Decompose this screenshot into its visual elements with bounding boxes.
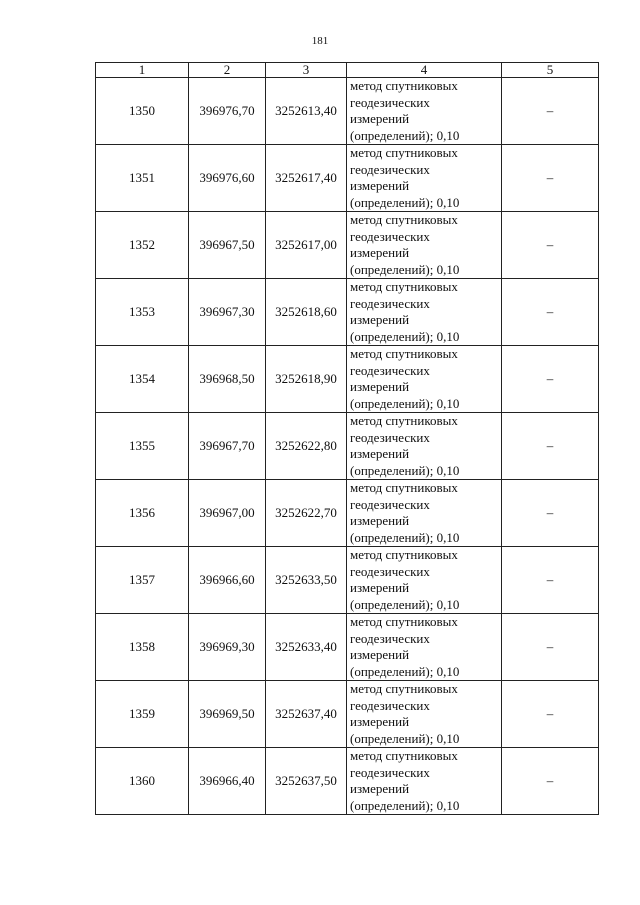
x-coordinate-cell <box>189 480 266 547</box>
x-coordinate-cell-text: 396976,70 <box>199 103 255 118</box>
column-header-1: 1 <box>96 63 189 78</box>
y-coordinate-cell <box>266 346 347 413</box>
point-number-cell-text: 1359 <box>129 706 155 721</box>
column-header-4: 4 <box>347 63 502 78</box>
note-cell-text: – <box>546 505 554 520</box>
note-cell-text: – <box>546 438 554 453</box>
point-number-cell <box>96 547 189 614</box>
y-coordinate-cell <box>266 547 347 614</box>
table-row <box>96 279 599 346</box>
point-number-cell-text: 1351 <box>129 170 155 185</box>
y-coordinate-cell <box>266 614 347 681</box>
method-cell-text: метод спутниковых геодезических измерений (определений); 0,10 <box>350 413 460 478</box>
point-number-cell <box>96 346 189 413</box>
y-coordinate-cell <box>266 681 347 748</box>
y-coordinate-cell-text: 3252618,60 <box>275 304 337 319</box>
y-coordinate-cell-text: 3252613,40 <box>275 103 337 118</box>
note-cell <box>502 78 599 145</box>
note-cell-text: – <box>546 170 554 185</box>
point-number-cell <box>96 212 189 279</box>
page-number: 181 <box>311 35 329 47</box>
method-cell <box>347 480 502 547</box>
point-number-cell-text: 1357 <box>129 572 155 587</box>
method-cell-text: метод спутниковых геодезических измерений (определений); 0,10 <box>350 346 460 411</box>
method-cell <box>347 212 502 279</box>
table-row <box>96 78 599 145</box>
table-body <box>96 78 599 815</box>
x-coordinate-cell-text: 396976,60 <box>199 170 255 185</box>
y-coordinate-cell-text: 3252637,50 <box>275 773 337 788</box>
y-coordinate-cell <box>266 78 347 145</box>
y-coordinate-cell-text: 3252637,40 <box>275 706 337 721</box>
x-coordinate-cell <box>189 681 266 748</box>
point-number-cell <box>96 413 189 480</box>
y-coordinate-cell-text: 3252633,50 <box>275 572 337 587</box>
method-cell-text: метод спутниковых геодезических измерений (определений); 0,10 <box>350 480 460 545</box>
point-number-cell <box>96 681 189 748</box>
x-coordinate-cell-text: 396967,50 <box>199 237 255 252</box>
point-number-cell-text: 1352 <box>129 237 155 252</box>
note-cell-text: – <box>546 773 554 788</box>
note-cell <box>502 614 599 681</box>
method-cell-text: метод спутниковых геодезических измерений (определений); 0,10 <box>350 279 460 344</box>
table-row <box>96 212 599 279</box>
method-cell-text: метод спутниковых геодезических измерений (определений); 0,10 <box>350 547 460 612</box>
y-coordinate-cell <box>266 212 347 279</box>
y-coordinate-cell <box>266 145 347 212</box>
method-cell <box>347 78 502 145</box>
note-cell-text: – <box>546 304 554 319</box>
point-number-cell-text: 1353 <box>129 304 155 319</box>
x-coordinate-cell <box>189 614 266 681</box>
note-cell <box>502 346 599 413</box>
table-row <box>96 346 599 413</box>
table-row <box>96 748 599 815</box>
x-coordinate-cell-text: 396967,30 <box>199 304 255 319</box>
point-number-cell-text: 1358 <box>129 639 155 654</box>
table-row <box>96 480 599 547</box>
method-cell <box>347 279 502 346</box>
table-row <box>96 681 599 748</box>
x-coordinate-cell-text: 396966,60 <box>199 572 255 587</box>
method-cell-text: метод спутниковых геодезических измерений (определений); 0,10 <box>350 614 460 679</box>
note-cell-text: – <box>546 371 554 386</box>
point-number-cell-text: 1355 <box>129 438 155 453</box>
note-cell <box>502 413 599 480</box>
note-cell <box>502 279 599 346</box>
table-row <box>96 413 599 480</box>
y-coordinate-cell <box>266 748 347 815</box>
x-coordinate-cell <box>189 279 266 346</box>
method-cell <box>347 346 502 413</box>
y-coordinate-cell <box>266 413 347 480</box>
note-cell <box>502 480 599 547</box>
x-coordinate-cell <box>189 413 266 480</box>
method-cell <box>347 413 502 480</box>
note-cell <box>502 212 599 279</box>
point-number-cell <box>96 480 189 547</box>
point-number-cell <box>96 279 189 346</box>
method-cell <box>347 681 502 748</box>
note-cell-text: – <box>546 706 554 721</box>
table-row <box>96 145 599 212</box>
method-cell-text: метод спутниковых геодезических измерений (определений); 0,10 <box>350 78 460 143</box>
note-cell-text: – <box>546 103 554 118</box>
note-cell-text: – <box>546 639 554 654</box>
x-coordinate-cell-text: 396969,30 <box>199 639 255 654</box>
method-cell-text: метод спутниковых геодезических измерений (определений); 0,10 <box>350 748 460 813</box>
column-header-5: 5 <box>502 63 599 78</box>
column-header-2: 2 <box>189 63 266 78</box>
x-coordinate-cell-text: 396967,70 <box>199 438 255 453</box>
method-cell <box>347 145 502 212</box>
method-cell <box>347 614 502 681</box>
point-number-cell-text: 1350 <box>129 103 155 118</box>
y-coordinate-cell-text: 3252633,40 <box>275 639 337 654</box>
x-coordinate-cell-text: 396969,50 <box>199 706 255 721</box>
x-coordinate-cell <box>189 145 266 212</box>
point-number-cell <box>96 614 189 681</box>
y-coordinate-cell <box>266 480 347 547</box>
x-coordinate-cell <box>189 78 266 145</box>
point-number-cell-text: 1360 <box>129 773 155 788</box>
table-row <box>96 614 599 681</box>
x-coordinate-cell <box>189 346 266 413</box>
note-cell <box>502 145 599 212</box>
y-coordinate-cell <box>266 279 347 346</box>
point-number-cell <box>96 145 189 212</box>
point-number-cell-text: 1354 <box>129 371 155 386</box>
coordinates-table <box>95 62 599 815</box>
y-coordinate-cell-text: 3252618,90 <box>275 371 337 386</box>
point-number-cell <box>96 78 189 145</box>
column-header-3: 3 <box>266 63 347 78</box>
x-coordinate-cell <box>189 212 266 279</box>
note-cell <box>502 748 599 815</box>
note-cell <box>502 681 599 748</box>
table-header-row <box>96 63 599 78</box>
point-number-cell <box>96 748 189 815</box>
x-coordinate-cell <box>189 547 266 614</box>
x-coordinate-cell-text: 396967,00 <box>199 505 255 520</box>
note-cell-text: – <box>546 572 554 587</box>
y-coordinate-cell-text: 3252622,80 <box>275 438 337 453</box>
method-cell-text: метод спутниковых геодезических измерений (определений); 0,10 <box>350 681 460 746</box>
method-cell <box>347 547 502 614</box>
y-coordinate-cell-text: 3252617,40 <box>275 170 337 185</box>
method-cell-text: метод спутниковых геодезических измерений (определений); 0,10 <box>350 145 460 210</box>
table-row <box>96 547 599 614</box>
method-cell <box>347 748 502 815</box>
note-cell <box>502 547 599 614</box>
y-coordinate-cell-text: 3252622,70 <box>275 505 337 520</box>
note-cell-text: – <box>546 237 554 252</box>
x-coordinate-cell <box>189 748 266 815</box>
x-coordinate-cell-text: 396966,40 <box>199 773 255 788</box>
y-coordinate-cell-text: 3252617,00 <box>275 237 337 252</box>
x-coordinate-cell-text: 396968,50 <box>199 371 255 386</box>
point-number-cell-text: 1356 <box>129 505 155 520</box>
method-cell-text: метод спутниковых геодезических измерений (определений); 0,10 <box>350 212 460 277</box>
